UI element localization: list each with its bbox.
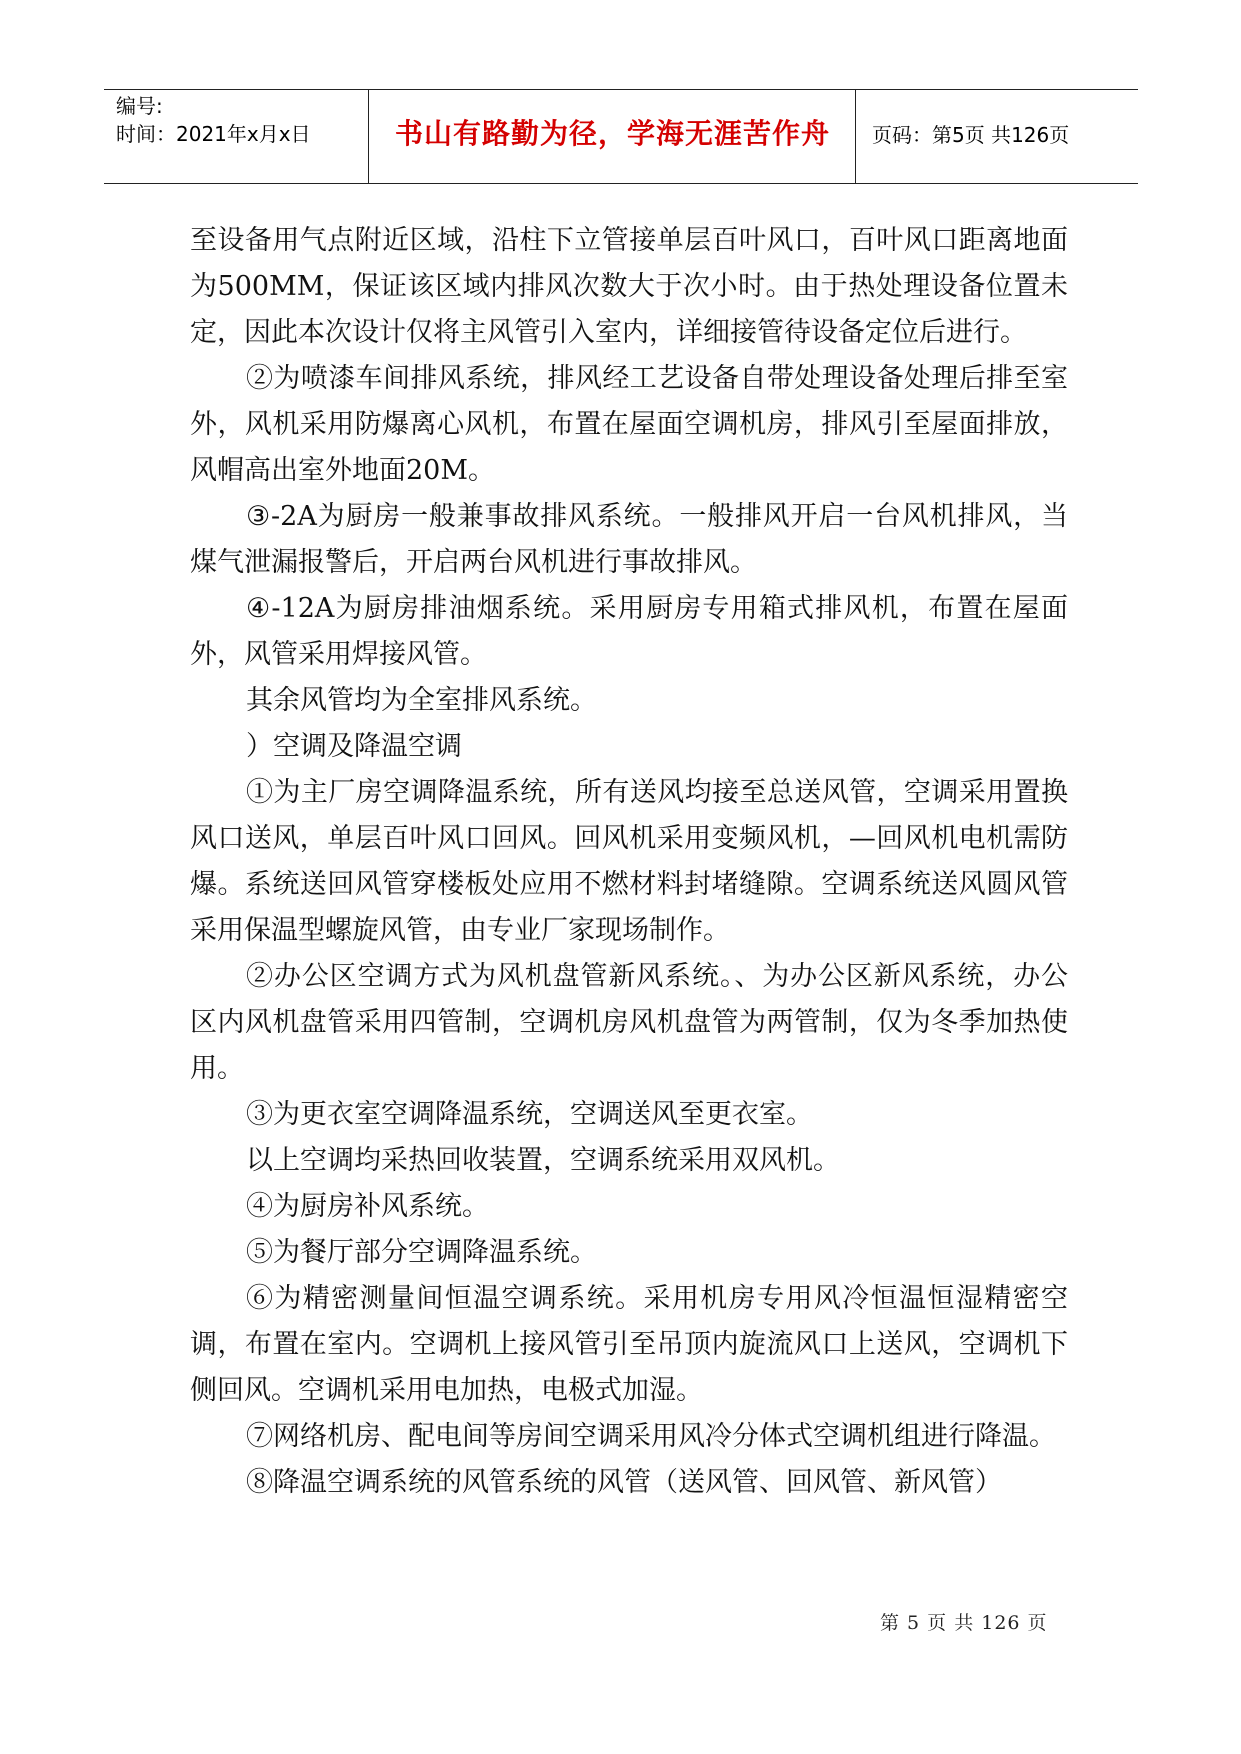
document-number-label: 编号: (116, 94, 163, 118)
header-page-number: 页码：第5页 共126页 (872, 123, 1070, 147)
header-divider-right (855, 90, 856, 183)
body-paragraph: 以上空调均采热回收装置，空调系统采用双风机。 (246, 1145, 840, 1176)
section-heading: ）空调及降温空调 (246, 731, 462, 762)
body-paragraph: ③为更衣室空调降温系统，空调送风至更衣室。 (246, 1099, 813, 1130)
body-paragraph: ⑦网络机房、配电间等房间空调采用风冷分体式空调机组进行降温。 (246, 1421, 1056, 1452)
body-paragraph: 其余风管均为全室排风系统。 (246, 685, 597, 716)
body-paragraph: ②办公区空调方式为风机盘管新风系统。、为办公区新风系统，办公区内风机盘管采用四管制，空调机房风机盘管为两管制，仅为冬季加热使用。 (190, 961, 1068, 1084)
page-footer: 第 5 页 共 126 页 (880, 1612, 1048, 1634)
page-header (104, 89, 1138, 184)
body-paragraph: 至设备用气点附近区域，沿柱下立管接单层百叶风口，百叶风口距离地面为500MM，保证该区域内排风次数大于次小时。由于热处理设备位置未定，因此本次设计仅将主风管引入室内，详细接管待设备定位后进行。 (190, 225, 1068, 348)
body-paragraph: ⑧降温空调系统的风管系统的风管（送风管、回风管、新风管） (246, 1467, 1002, 1498)
body-paragraph: ①为主厂房空调降温系统，所有送风均接至总送风管，空调采用置换风口送风，单层百叶风口回风。回风机采用变频风机，—回风机电机需防爆。系统送回风管穿楼板处应用不燃材料封堵缝隙。空调系统送风圆风管采用保温型螺旋风管，由专业厂家现场制作。 (190, 777, 1068, 946)
body-paragraph: ③-2A为厨房一般兼事故排风系统。一般排风开启一台风机排风，当煤气泄漏报警后，开启两台风机进行事故排风。 (190, 501, 1068, 578)
document-date-label: 时间：2021年x月x日 (116, 122, 311, 146)
header-divider-left (368, 90, 369, 183)
body-paragraph: ⑥为精密测量间恒温空调系统。采用机房专用风冷恒温恒湿精密空调，布置在室内。空调机上接风管引至吊顶内旋流风口上送风，空调机下侧回风。空调机采用电加热，电极式加湿。 (190, 1283, 1068, 1406)
body-paragraph: ⑤为餐厅部分空调降温系统。 (246, 1237, 597, 1268)
body-paragraph: ④-12A为厨房排油烟系统。采用厨房专用箱式排风机，布置在屋面外，风管采用焊接风管。 (190, 593, 1068, 670)
body-paragraph: ②为喷漆车间排风系统，排风经工艺设备自带处理设备处理后排至室外，风机采用防爆离心风机，布置在屋面空调机房，排风引至屋面排放，风帽高出室外地面20M。 (190, 363, 1068, 486)
body-paragraph: ④为厨房补风系统。 (246, 1191, 489, 1222)
header-motto: 书山有路勤为径，学海无涯苦作舟 (394, 117, 830, 150)
document-body (190, 218, 1068, 1506)
header-left-block (116, 92, 366, 148)
